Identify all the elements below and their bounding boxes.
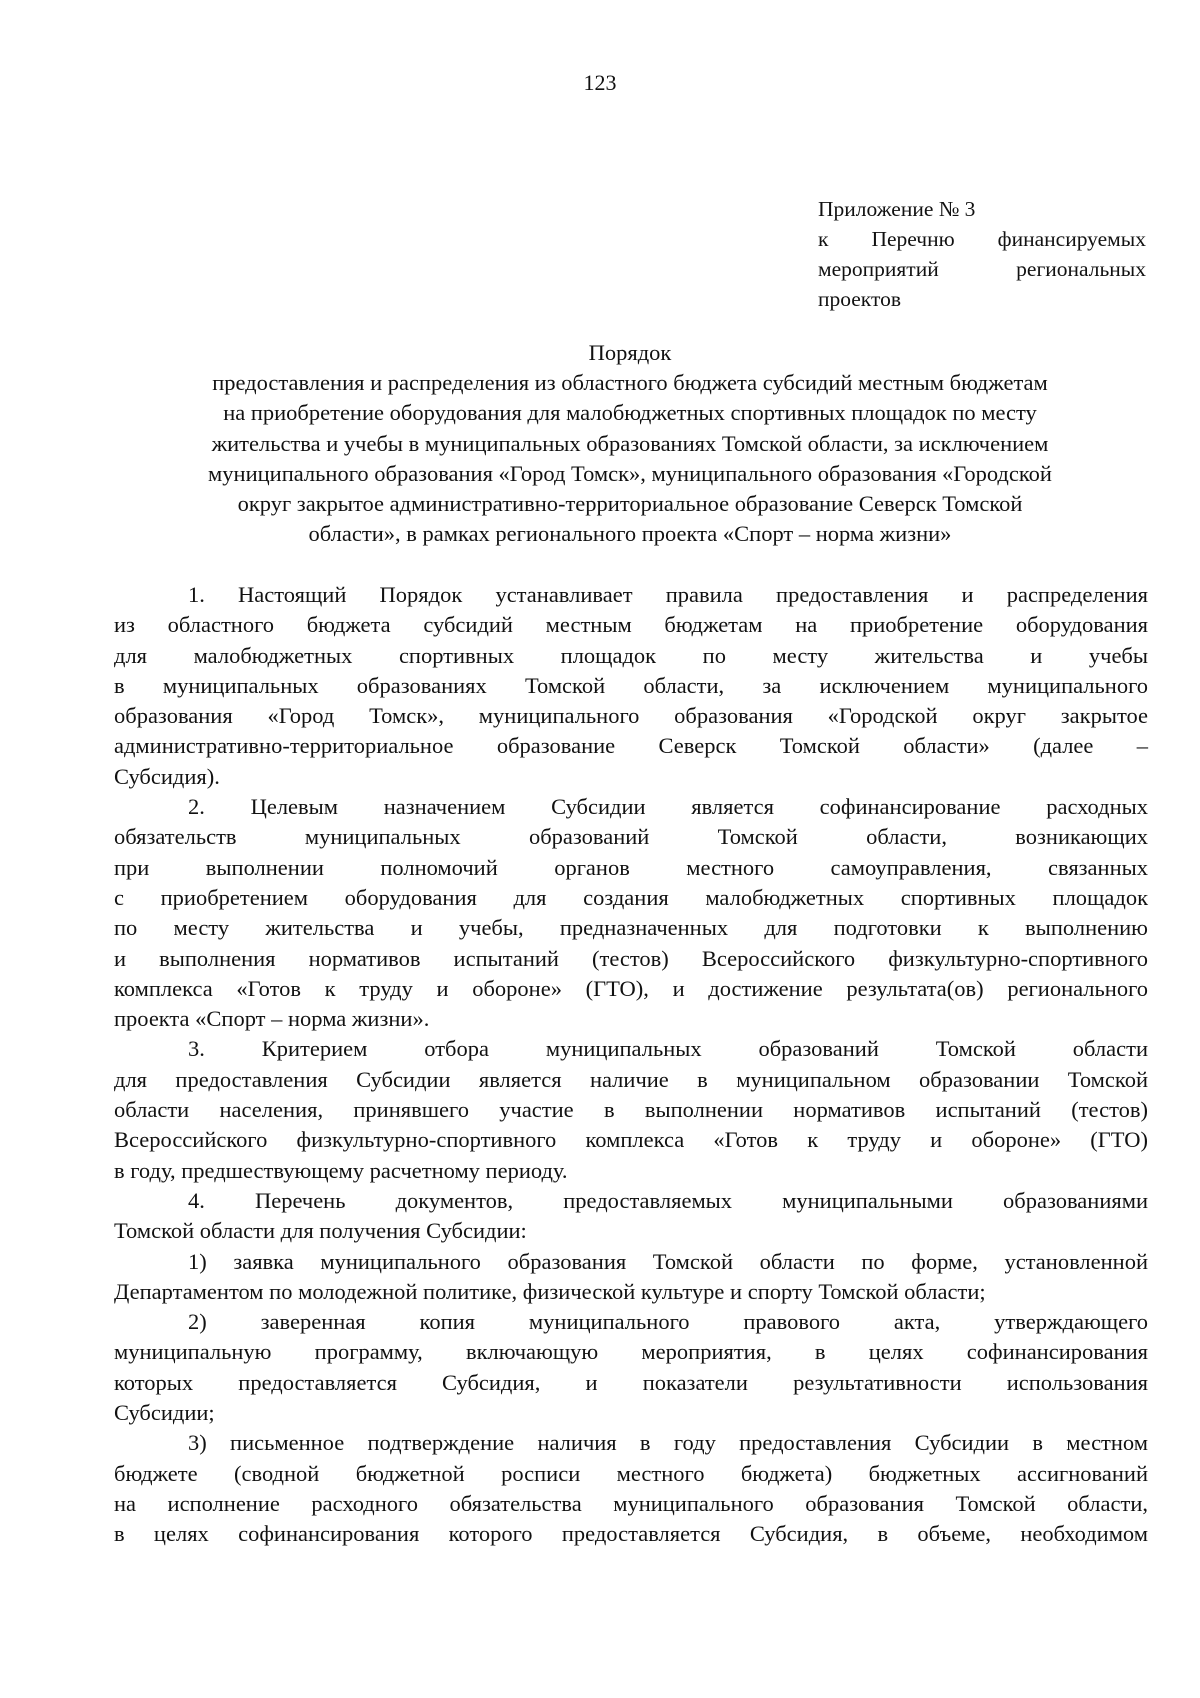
attachment-line: Приложение № 3 xyxy=(818,197,976,221)
paragraph-line: 4. Перечень документов, предоставляемых муниципальными образованиями xyxy=(188,1187,1148,1213)
attachment-note xyxy=(818,194,1146,314)
paragraph xyxy=(114,1186,1148,1247)
paragraph-line: с приобретением оборудования для создания малобюджетных спортивных площадок xyxy=(114,884,1148,910)
title-line: муниципального образования «Город Томск», муниципального образования «Городской xyxy=(208,460,1052,486)
paragraph-line: в году, предшествующему расчетному периоду. xyxy=(114,1157,568,1183)
paragraph-line: бюджете (сводной бюджетной росписи местного бюджета) бюджетных ассигнований xyxy=(114,1460,1148,1486)
paragraph-line: для малобюджетных спортивных площадок по месту жительства и учебы xyxy=(114,642,1148,668)
title-line: округ закрытое административно-территориальное образование Северск Томской xyxy=(237,491,1023,517)
attachment-line: проектов xyxy=(818,287,901,311)
title-line: на приобретение оборудования для малобюджетных спортивных площадок по месту xyxy=(223,400,1037,426)
paragraph xyxy=(114,792,1148,1034)
paragraph-line: из областного бюджета субсидий местным бюджетам на приобретение оборудования xyxy=(114,612,1148,638)
paragraph-line: в целях софинансирования которого предоставляется Субсидия, в объеме, необходимом xyxy=(114,1521,1148,1547)
paragraph-line: в муниципальных образованиях Томской области, за исключением муниципального xyxy=(114,672,1148,698)
paragraph-line: комплекса «Готов к труду и обороне» (ГТО), и достижение результата(ов) регионального xyxy=(114,975,1148,1001)
paragraph xyxy=(114,580,1148,792)
paragraph-line: 1) заявка муниципального образования Томской области по форме, установленной xyxy=(188,1248,1148,1274)
paragraph-line: муниципальную программу, включающую мероприятия, в целях софинансирования xyxy=(114,1339,1148,1365)
paragraph xyxy=(114,1428,1148,1549)
paragraph-line: Всероссийского физкультурно-спортивного комплекса «Готов к труду и обороне» (ГТО) xyxy=(114,1127,1148,1153)
paragraph-line: 3) письменное подтверждение наличия в году предоставления Субсидии в местном xyxy=(188,1430,1148,1456)
paragraph-line: обязательств муниципальных образований Томской области, возникающих xyxy=(114,824,1148,850)
paragraph-line: Субсидии; xyxy=(114,1400,215,1426)
document-title xyxy=(112,338,1148,549)
paragraph-line: образования «Город Томск», муниципального образования «Городской округ закрытое xyxy=(114,703,1148,729)
attachment-line: мероприятий региональных xyxy=(818,257,1146,281)
paragraph-line: административно-территориальное образование Северск Томской области» (далее – xyxy=(114,733,1148,759)
title-line: предоставления и распределения из областного бюджета субсидий местным бюджетам xyxy=(212,370,1048,396)
paragraph-line: для предоставления Субсидии является наличие в муниципальном образовании Томской xyxy=(114,1066,1148,1092)
paragraph-line: Субсидия). xyxy=(114,763,220,789)
attachment-line: к Перечню финансируемых xyxy=(818,227,1146,251)
title-line: области», в рамках регионального проекта «Спорт – норма жизни» xyxy=(308,521,952,547)
paragraph-line: области населения, принявшего участие в выполнении нормативов испытаний (тестов) xyxy=(114,1097,1148,1123)
paragraph-line: и выполнения нормативов испытаний (тестов) Всероссийского физкультурно-спортивного xyxy=(114,945,1148,971)
paragraph-line: по месту жительства и учебы, предназначенных для подготовки к выполнению xyxy=(114,915,1148,941)
paragraph-line: Томской области для получения Субсидии: xyxy=(114,1218,527,1244)
paragraph xyxy=(114,1307,1148,1428)
page-number: 123 xyxy=(583,70,617,95)
paragraph-line: 2. Целевым назначением Субсидии является софинансирование расходных xyxy=(188,794,1148,820)
paragraph-line: при выполнении полномочий органов местного самоуправления, связанных xyxy=(114,854,1148,880)
paragraph xyxy=(114,1034,1148,1185)
paragraph-line: 3. Критерием отбора муниципальных образований Томской области xyxy=(188,1036,1148,1062)
paragraph-line: Департаментом по молодежной политике, физической культуре и спорту Томской области; xyxy=(114,1278,986,1304)
paragraph xyxy=(114,1247,1148,1308)
title-heading: Порядок xyxy=(588,340,672,365)
paragraph-line: проекта «Спорт – норма жизни». xyxy=(114,1006,430,1032)
document-body xyxy=(114,580,1148,1550)
paragraph-line: которых предоставляется Субсидия, и показатели результативности использования xyxy=(114,1369,1148,1395)
paragraph-line: 1. Настоящий Порядок устанавливает правила предоставления и распределения xyxy=(188,582,1148,607)
title-line: жительства и учебы в муниципальных образованиях Томской области, за исключением xyxy=(211,430,1049,456)
paragraph-line: 2) заверенная копия муниципального правового акта, утверждающего xyxy=(188,1309,1148,1335)
paragraph-line: на исполнение расходного обязательства муниципального образования Томской области, xyxy=(114,1490,1148,1516)
